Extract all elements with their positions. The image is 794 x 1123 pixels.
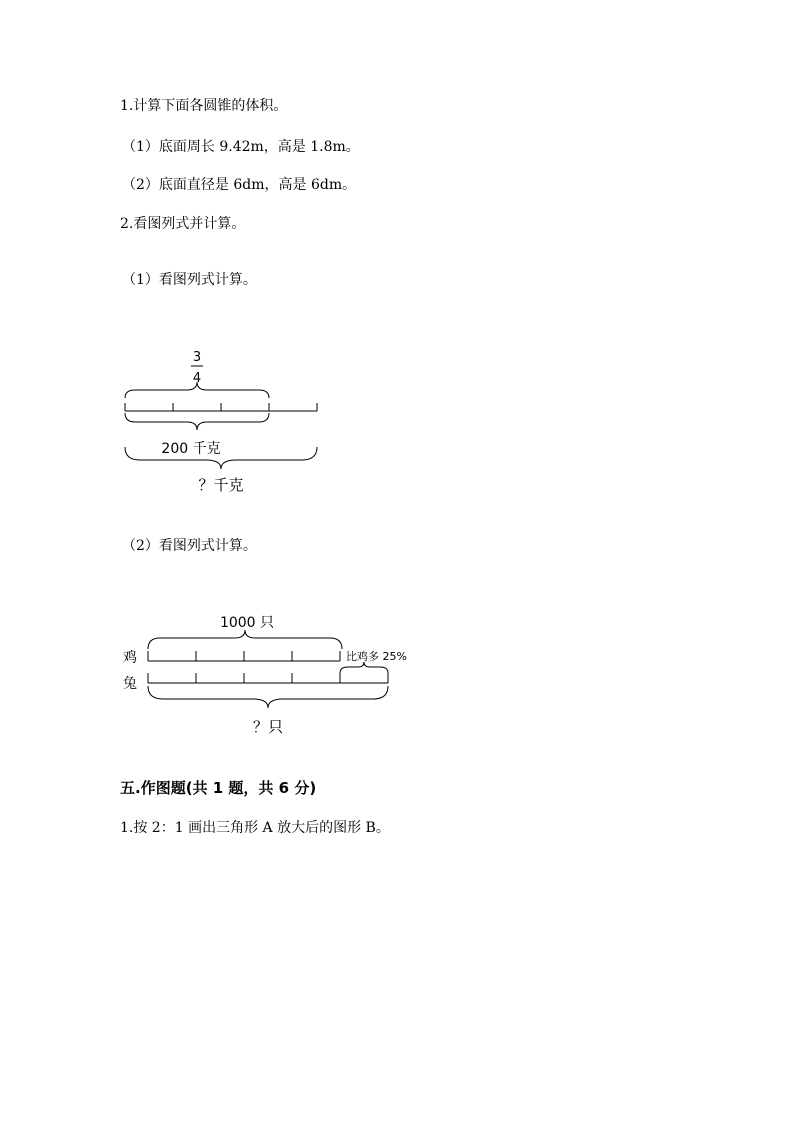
known-label: 200 千克 — [161, 441, 221, 457]
q2-part2-label: （2）看图列式计算。 — [122, 538, 257, 554]
q2-part1-label: （1）看图列式计算。 — [122, 272, 257, 288]
section5-q1: 1.按 2：1 画出三角形 A 放大后的图形 B。 — [120, 820, 390, 836]
q1-item-1: （1）底面周长 9.42m，高是 1.8m。 — [122, 139, 360, 155]
q1-item-2: （2）底面直径是 6dm，高是 6dm。 — [122, 177, 357, 193]
extra-brace — [340, 662, 388, 673]
fraction-denominator: 4 — [192, 371, 202, 386]
unknown-label: ？只 — [252, 718, 284, 736]
fraction-numerator: 3 — [192, 350, 202, 365]
row1-label: 鸡 — [123, 650, 137, 666]
q1-title: 1.计算下面各圆锥的体积。 — [120, 98, 288, 114]
q2-title: 2.看图列式并计算。 — [120, 216, 246, 232]
unknown-label: ？千克 — [198, 476, 244, 494]
top-brace — [148, 630, 342, 649]
row2-label: 兔 — [123, 676, 137, 692]
section-heading: 五.作图题(共 1 题，共 6 分) — [120, 779, 317, 797]
total-brace — [148, 686, 388, 708]
top-label: 1000 只 — [219, 615, 275, 631]
extra-label: 比鸡多 25% — [346, 650, 407, 663]
